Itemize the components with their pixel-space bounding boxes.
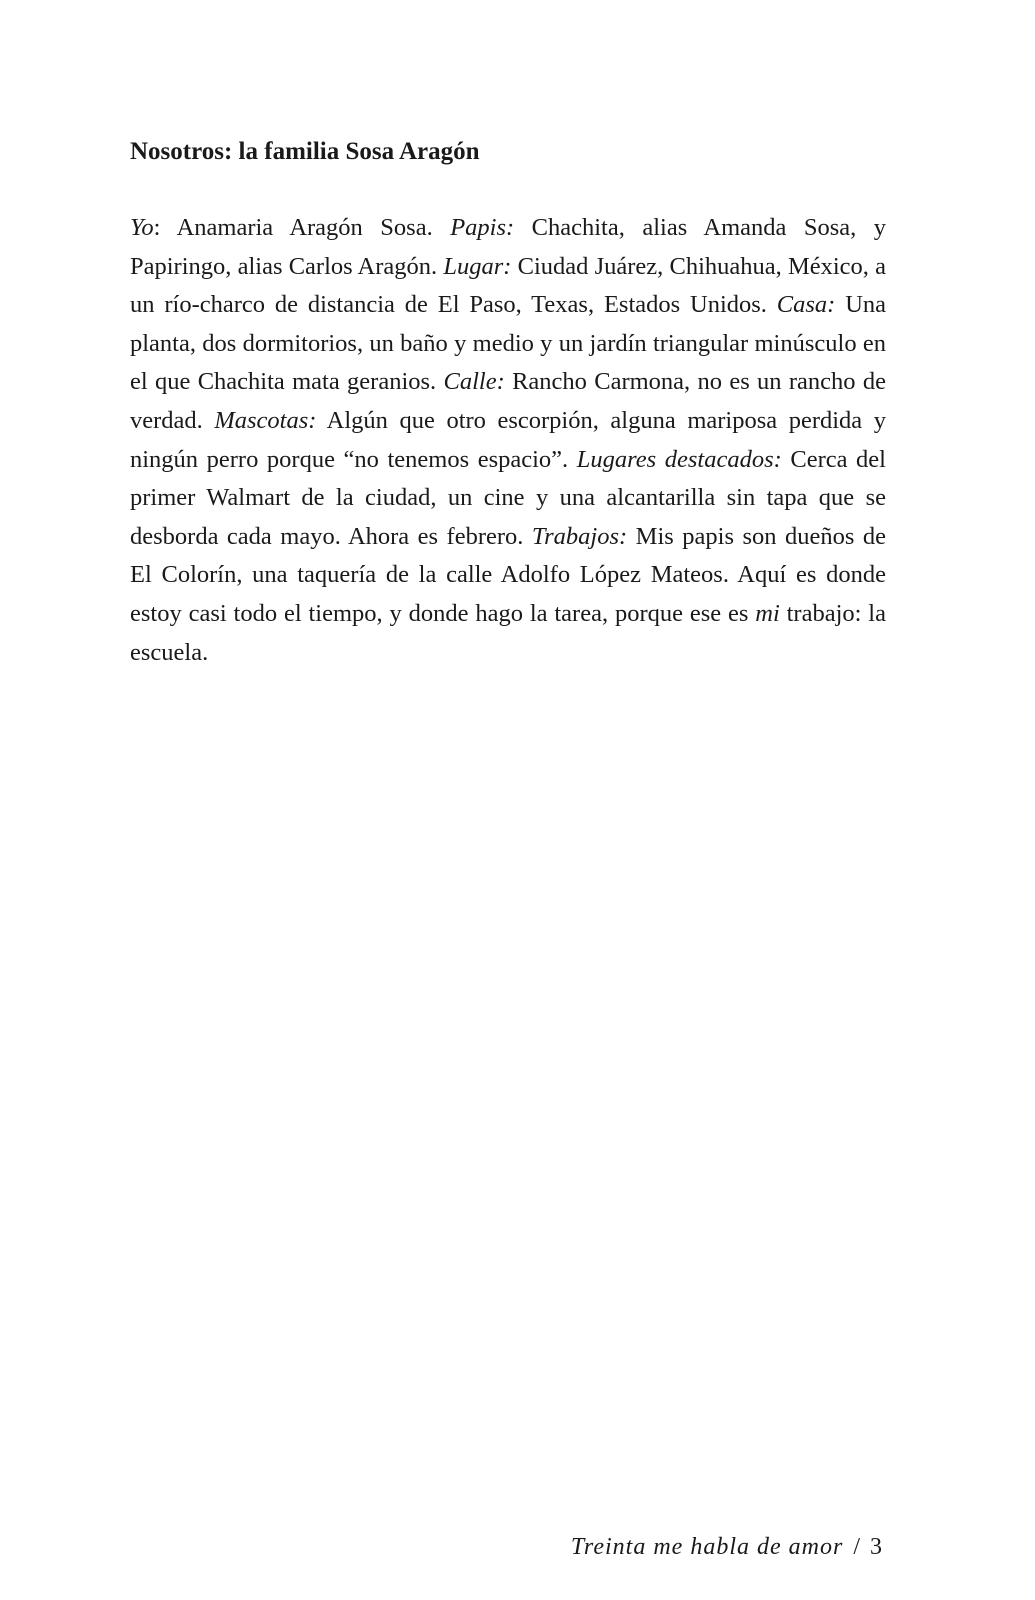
text-calle: Rancho Carmona, no es un rancho de verdad. (130, 368, 886, 434)
text-papis: Chachita, alias Amanda Sosa, y Papiringo, alias Carlos Aragón. (130, 214, 887, 280)
label-papis: Papis: (450, 214, 515, 241)
text-casa: Una planta, dos dormitorios, un baño y medio y un jardín triangular minúsculo en el que Chachita mata geranios. (130, 291, 887, 396)
text-trabajos: Mis papis son dueños de El Colorín, una taquería de la calle Adolfo López Mateos. Aquí es donde estoy casi todo el tiempo, y donde hago la tarea, porque ese es (130, 522, 886, 627)
book-title: Treinta me habla de amor (570, 1534, 844, 1560)
closing-text: trabajo: la escuela. (130, 599, 886, 666)
label-casa: Casa: (776, 291, 836, 319)
emphasis-mi: mi (755, 599, 780, 627)
text-mascotas: Algún que otro escorpión, alguna mariposa perdida y ningún perro porque “no tenemos espacio”. (130, 406, 886, 473)
text-lugares-destacados: Cerca del primer Walmart de la ciudad, un cine y una alcantarilla sin tapa que se desborda cada mayo. Ahora es febrero. (130, 445, 886, 550)
body-paragraph: Yo: Anamaria Aragón Sosa. Papis: Chachita, alias Amanda Sosa, y Papiringo, alias Carlos Aragón. Lugar: Ciudad Juárez, Chihuahua, México, a un río-charco de distancia de El Paso, Texas, Estados Unidos. Casa: Una planta, dos dormitorios, un baño y medio y un jardín triangular minúsculo en el que Chachita mata geranios. Calle: Rancho Carmona, no es un rancho de verdad. Mascotas: Algún que otro escorpión, alguna mariposa perdida y ningún perro porque “no tenemos espacio”. Lugares destacados: Cerca del primer Walmart de la ciudad, un cine y una alcantarilla sin tapa que se desborda cada mayo. Ahora es febrero. Trabajos: Mis papis son dueños de El Colorín, una taquería de la calle Adolfo López Mateos. Aquí es donde estoy casi todo el tiempo, y donde hago la tarea, porque ese es mi trabajo: la escuela. (130, 214, 887, 666)
text-yo: Anamaria Aragón Sosa. (176, 214, 451, 241)
label-lugares-destacados: Lugares destacados: (576, 445, 782, 473)
footer-separator: / (853, 1534, 860, 1560)
running-footer (571, 1531, 882, 1563)
text-lugar: Ciudad Juárez, Chihuahua, México, a un río-charco de distancia de El Paso, Texas, Estados Unidos. (130, 252, 886, 319)
label-trabajos: Trabajos: (531, 522, 628, 550)
label-mascotas: Mascotas: (214, 406, 317, 434)
label-calle: Calle: (443, 368, 505, 396)
section-heading: Nosotros: la familia Sosa Aragón (130, 138, 480, 165)
label-lugar: Lugar: (443, 252, 512, 280)
page-number: 3 (870, 1534, 882, 1560)
label-yo: Yo (130, 214, 154, 241)
